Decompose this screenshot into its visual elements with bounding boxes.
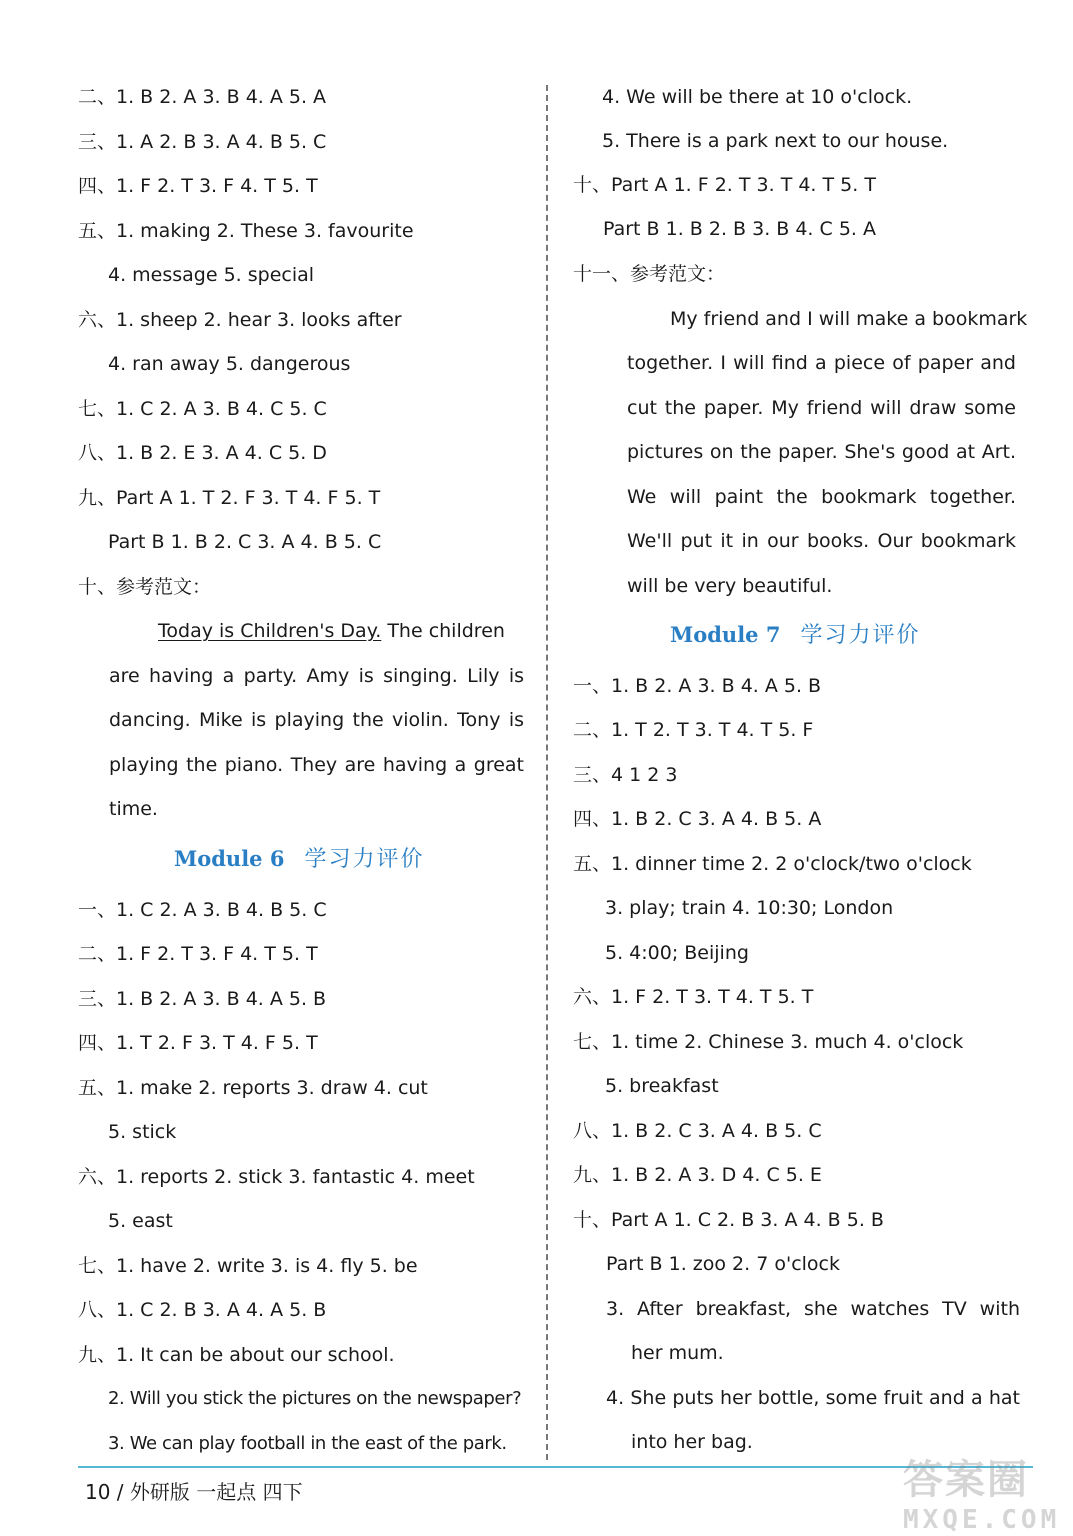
answer-row: 5. There is a park next to our house. xyxy=(602,130,949,152)
answer-row: 一、1. B 2. A 3. B 4. A 5. B xyxy=(573,675,822,697)
answer-row: 六、1. reports 2. stick 3. fantastic 4. meet xyxy=(78,1166,475,1188)
answer-row: 七、1. C 2. A 3. B 4. C 5. C xyxy=(78,398,327,420)
answer-row: 十、Part A 1. F 2. T 3. T 4. T 5. T xyxy=(573,174,876,196)
answer-row: 十、Part A 1. C 2. B 3. A 4. B 5. B xyxy=(573,1209,884,1231)
essay-line: dancing. Mike is playing the violin. Tony is xyxy=(109,709,524,731)
answer-row: 八、1. B 2. C 3. A 4. B 5. C xyxy=(573,1120,822,1142)
essay-line: pictures on the paper. She's good at Art. xyxy=(627,441,1016,463)
answer-row: 二、1. B 2. A 3. B 4. A 5. A xyxy=(78,86,327,108)
answer-row: 4. message 5. special xyxy=(108,264,315,286)
answer-row: 4. We will be there at 10 o'clock. xyxy=(602,86,913,108)
answer-row: 3. After breakfast, she watches TV with xyxy=(606,1298,1020,1320)
answer-row: into her bag. xyxy=(631,1431,753,1453)
answer-row: 七、1. time 2. Chinese 3. much 4. o'clock xyxy=(573,1031,964,1053)
answer-row: Part B 1. B 2. B 3. B 4. C 5. A xyxy=(603,218,876,240)
answer-row: 五、1. dinner time 2. 2 o'clock/two o'clock xyxy=(573,853,972,875)
answer-row: 二、1. T 2. T 3. T 4. T 5. F xyxy=(573,719,814,741)
answer-row: her mum. xyxy=(631,1342,724,1364)
module-title: Module 6 xyxy=(174,846,285,871)
module-subtitle: 学习力评价 xyxy=(304,847,425,872)
essay-line: together. I will find a piece of paper and xyxy=(627,352,1016,374)
answer-row: Part B 1. B 2. C 3. A 4. B 5. C xyxy=(108,531,382,553)
answer-row: 四、1. T 2. F 3. T 4. F 5. T xyxy=(78,1032,318,1054)
module-title: Module 7 xyxy=(670,622,781,647)
watermark-logo xyxy=(903,1448,1061,1535)
column-divider xyxy=(546,85,548,1460)
footer-rule xyxy=(78,1466,1033,1468)
answer-row: 四、1. F 2. T 3. F 4. T 5. T xyxy=(78,175,318,197)
essay-line: cut the paper. My friend will draw some xyxy=(627,397,1016,419)
essay-text: The children xyxy=(381,620,505,642)
answer-row: 三、1. B 2. A 3. B 4. A 5. B xyxy=(78,988,327,1010)
answer-row: 八、1. C 2. B 3. A 4. A 5. B xyxy=(78,1299,327,1321)
answer-row: 九、1. B 2. A 3. D 4. C 5. E xyxy=(573,1164,822,1186)
answer-row: Part B 1. zoo 2. 7 o'clock xyxy=(606,1253,840,1275)
answer-row: 四、1. B 2. C 3. A 4. B 5. A xyxy=(573,808,822,830)
answer-row: 三、1. A 2. B 3. A 4. B 5. C xyxy=(78,131,327,153)
answer-row: 一、1. C 2. A 3. B 4. B 5. C xyxy=(78,899,327,921)
module-6-heading xyxy=(174,844,424,875)
essay-line: We'll put it in our books. Our bookmark xyxy=(627,530,1016,552)
module-subtitle: 学习力评价 xyxy=(800,623,921,648)
module-7-heading xyxy=(670,620,920,651)
answer-row: 六、1. sheep 2. hear 3. looks after xyxy=(78,309,402,331)
answer-row: 五、1. make 2. reports 3. draw 4. cut xyxy=(78,1077,428,1099)
watermark-site: MXQE.COM xyxy=(903,1505,1061,1535)
essay-line: time. xyxy=(109,798,158,820)
essay-line: We will paint the bookmark together. xyxy=(627,486,1016,508)
answer-row: 六、1. F 2. T 3. T 4. T 5. T xyxy=(573,986,814,1008)
answer-row: 五、1. making 2. These 3. favourite xyxy=(78,220,414,242)
answer-row: 5. breakfast xyxy=(605,1075,719,1097)
answer-row: 二、1. F 2. T 3. F 4. T 5. T xyxy=(78,943,318,965)
answer-row: 5. 4:00; Beijing xyxy=(605,942,749,964)
answer-row: 5. east xyxy=(108,1210,173,1232)
answer-row: 2. Will you stick the pictures on the newspaper? xyxy=(108,1388,522,1409)
answer-row: 5. stick xyxy=(108,1121,177,1143)
answer-row: 三、4 1 2 3 xyxy=(573,764,678,786)
answer-row: 3. We can play football in the east of the park. xyxy=(108,1433,507,1454)
essay-line xyxy=(158,618,505,644)
page-footer: 10 / 外研版 一起点 四下 xyxy=(85,1480,303,1504)
essay-line: will be very beautiful. xyxy=(627,575,833,597)
answer-row: 4. She puts her bottle, some fruit and a hat xyxy=(606,1387,1020,1409)
watermark-mark: 答案圈 xyxy=(903,1457,1029,1503)
essay-line: are having a party. Amy is singing. Lily is xyxy=(109,665,524,687)
answer-row: 八、1. B 2. E 3. A 4. C 5. D xyxy=(78,442,327,464)
essay-line: playing the piano. They are having a great xyxy=(109,754,524,776)
answer-row: 七、1. have 2. write 3. is 4. fly 5. be xyxy=(78,1255,418,1277)
answer-row: 九、1. It can be about our school. xyxy=(78,1344,395,1366)
essay-label: 十一、参考范文： xyxy=(573,263,726,285)
essay-label: 十、参考范文： xyxy=(78,576,212,598)
essay-underlined-text: Today is Children's Day. xyxy=(158,620,382,642)
answer-row: 4. ran away 5. dangerous xyxy=(108,353,351,375)
answer-row: 3. play; train 4. 10:30; London xyxy=(605,897,894,919)
answer-row: 九、Part A 1. T 2. F 3. T 4. F 5. T xyxy=(78,487,381,509)
essay-line: My friend and I will make a bookmark xyxy=(670,308,1028,330)
